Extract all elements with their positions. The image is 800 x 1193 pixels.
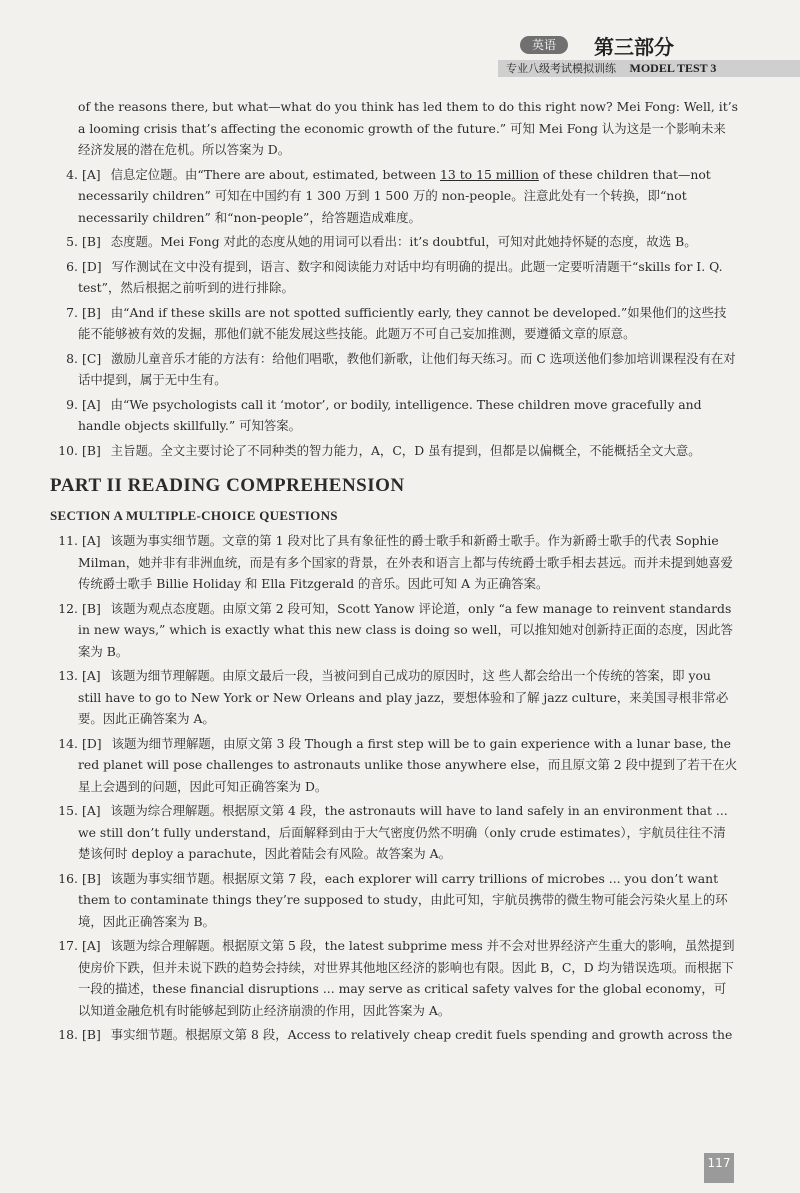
item-number: 4.: [66, 166, 78, 182]
answer-letter: [D]: [82, 258, 102, 274]
answer-item: [66, 394, 738, 437]
item-number: 9.: [66, 396, 78, 412]
answer-letter: [B]: [82, 870, 101, 886]
answer-item: [58, 598, 738, 663]
item-body: [78, 394, 738, 437]
answer-item: [58, 665, 738, 730]
answer-item: [58, 935, 738, 1021]
subject-tag: 英语: [520, 36, 568, 54]
explanation-text: 主旨题。全文主要讨论了不同种类的智力能力，A，C，D 虽有提到，但都是以偏概全，不能概括全文大意。: [110, 442, 701, 458]
answer-letter: [D]: [82, 735, 102, 751]
answer-item: [66, 348, 738, 391]
part-title: 第三部分: [594, 35, 674, 59]
item-body: [78, 598, 738, 663]
answer-letter: [A]: [82, 938, 101, 953]
answer-item: [58, 733, 738, 798]
answer-letter: [A]: [82, 533, 101, 548]
header-subtitle-bar: [498, 60, 800, 77]
item-body: [78, 733, 738, 798]
answer-item: [66, 256, 738, 299]
item-body: [78, 164, 738, 229]
explanation-text: 激励儿童音乐才能的方法有：给他们唱歌，教他们新歌，让他们每天练习。而 C 选项送他们参加培训课程没有在对话中提到，属于无中生有。: [78, 350, 736, 387]
answer-item: [66, 164, 738, 229]
page-content: [50, 96, 739, 1049]
page-header: [0, 0, 800, 80]
explanation-text: 该题为综合理解题。根据原文第 5 段，the latest subprime mess 并不会对世界经济产生重大的影响，虽然提到使房价下跌，但并未说下跌的趋势会持续，对世界其他地区经济的影响也有限。因此 B，C，D 均为错误选项。而根据下一段的描述，these financial disruptions ... may serve as critical safety valves for the global economy，可以知道金融危机有时能够起到防止经济崩溃的作用，因此答案为 A。: [78, 938, 735, 1018]
explanation-text: 该题为观点态度题。由原文第 2 段可知，Scott Yanow 评论道，only “a few manage to reinvent standards in new ways,” which is exactly what this new class is doing so well，可以推知她对创新持正面的态度，因此答案为 B。: [78, 600, 733, 659]
item-number: 10.: [58, 442, 78, 458]
item-body: [78, 800, 738, 865]
explanation-text: 由“And if these skills are not spotted sufficiently early, they cannot be developed.”如果他们的这些技能不能够被有效的发掘，那他们就不能发展这些技能。此题万不可自己妄加推测，要遵循文章的原意。: [78, 304, 727, 341]
answer-letter: [A]: [82, 668, 101, 683]
explanation-text: 该题为细节理解题，由原文第 3 段 Though a first step will be to gain experience with a lunar base, the red planet will pose challenges to astronauts unlike those anywhere else，而且原文第 2 段中提到了若干在火星上会遇到的问题，因此可知正确答案为 D。: [78, 735, 738, 794]
page-number: 117: [704, 1153, 734, 1183]
item-number: 8.: [66, 350, 78, 366]
sectionA-heading: SECTION A MULTIPLE-CHOICE QUESTIONS: [50, 507, 338, 523]
item-body: [78, 665, 738, 730]
answer-item: [58, 800, 738, 865]
explanation-text: 该题为综合理解题。根据原文第 4 段，the astronauts will have to land safely in an environment that ... we still don’t fully understand，后面解释到由于大气密度仍然不明确（only crude estimates），宇航员往往不清楚该何时 deploy a parachute，因此着陆会有风险。故答案为 A。: [78, 803, 728, 861]
explanation-text: of these children that—not necessarily children” 可知在中国约有 1 300 万到 1 500 万的 non-people。注意此处有一个转换，即“not necessarily children” 和“non-people”，给答题造成难度。: [78, 166, 711, 225]
subtitle-cn: 专业八级考试模拟训练: [506, 62, 616, 75]
explanation-text: 事实细节题。根据原文第 8 段，Access to relatively cheap credit fuels spending and growth across the: [110, 1027, 733, 1042]
item-body: [78, 440, 738, 462]
answer-letter: [B]: [82, 600, 101, 616]
item-number: 14.: [58, 735, 78, 751]
intro-paragraph: of the reasons there, but what—what do you think has led them to do this right now? Mei Fong: Well, it’s a looming crisis that’s affecting the economic growth of the future.” 可知 Mei Fong 认为这是一个影响未来经济发展的潜在危机。所以答案为 D。: [78, 99, 739, 157]
item-number: 12.: [58, 600, 78, 616]
item-number: 16.: [58, 870, 78, 886]
item-body: [78, 868, 738, 933]
item-body: [78, 302, 738, 345]
answer-item: [66, 231, 738, 253]
answer-letter: [A]: [82, 803, 101, 818]
item-body: [78, 530, 738, 595]
explanation-text: 态度题。Mei Fong 对此的态度从她的用词可以看出：it’s doubtful，可知对此她持怀疑的态度，故选 B。: [110, 234, 697, 249]
explanation-text: 该题为事实细节题。根据原文第 7 段，each explorer will carry trillions of microbes ... you don’t want them to contaminate things they’re supposed to study，由此可知，宇航员携带的微生物可能会污染火星上的环境，因此正确答案为 B。: [78, 870, 728, 929]
answer-letter: [A]: [82, 166, 101, 182]
explanation-text: 该题为细节理解题。由原文最后一段，当被问到自己成功的原因时，这 些人都会给出一个传统的答案，即 you still have to go to New York or New Orleans and play jazz，要想体验和了解 jazz culture，来美国寻根非常必要。因此正确答案为 A。: [78, 668, 729, 726]
answer-letter: [B]: [82, 1027, 101, 1042]
explanation-text: 写作测试在文中没有提到，语言、数字和阅读能力对话中均有明确的提出。此题一定要听清题干“skills for I. Q. test”，然后根据之前听到的进行排除。: [78, 258, 723, 295]
explanation-text: 该题为事实细节题。文章的第 1 段对比了具有象征性的爵士歌手和新爵士歌手。作为新爵士歌手的代表 Sophie Milman，她并非有非洲血统，而是有多个国家的背景，在外表和语言上都与传统爵士歌手相去甚远。而并未提到她喜爱传统爵士歌手 Billie Holiday 和 Ella Fitzgerald 的音乐。因此可知 A 为正确答案。: [78, 533, 733, 591]
answer-letter: [B]: [82, 442, 101, 458]
item-number: 5.: [66, 234, 78, 249]
underlined-text: 13 to 15 million: [440, 166, 539, 182]
answer-list-part2: [58, 530, 738, 1046]
answer-letter: [A]: [82, 396, 101, 412]
answer-list-part1: [58, 164, 738, 462]
answer-letter: [B]: [82, 304, 101, 320]
answer-item: [58, 440, 738, 462]
item-number: 13.: [58, 668, 78, 683]
item-body: [78, 256, 738, 299]
item-body: [78, 935, 738, 1021]
item-number: 7.: [66, 304, 78, 320]
part2-heading: PART II READING COMPREHENSION: [50, 475, 405, 496]
explanation-text: 信息定位题。由“There are about, estimated, between: [110, 166, 440, 182]
item-number: 15.: [58, 803, 78, 818]
answer-item: [58, 1024, 738, 1046]
answer-letter: [C]: [82, 350, 102, 366]
item-body: [78, 348, 738, 391]
item-number: 6.: [66, 258, 78, 274]
item-number: 18.: [58, 1027, 78, 1042]
item-body: [78, 1024, 738, 1046]
answer-letter: [B]: [82, 234, 101, 249]
item-number: 17.: [58, 938, 78, 953]
item-number: 11.: [58, 533, 78, 548]
answer-item: [58, 530, 738, 595]
answer-item: [58, 868, 738, 933]
subtitle-en: MODEL TEST 3: [629, 61, 717, 75]
explanation-text: 由“We psychologists call it ‘motor’, or bodily, intelligence. These children move gracefully and handle objects skillfully.” 可知答案。: [78, 396, 702, 433]
item-body: [78, 231, 738, 253]
answer-item: [66, 302, 738, 345]
